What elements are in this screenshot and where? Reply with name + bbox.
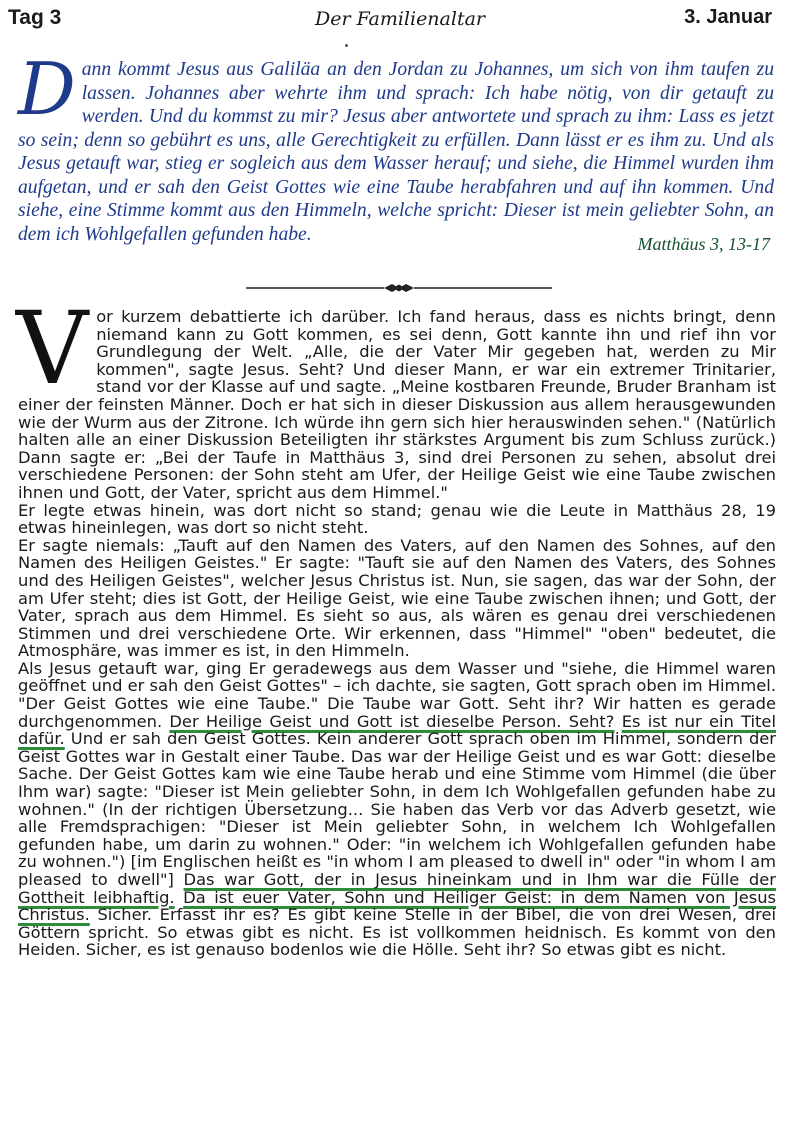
sermon-paragraph-3: Er sagte niemals: „Tauft auf den Namen des Vaters, auf den Namen des Sohnes, auf den Namen des Heiligen Geistes." Er sagte: "Tauft sie auf den Namen des Vaters, des Sohnes und des Heiligen Geistes", welcher Jesus Christus ist. Nun, sie sagen, das war der Sohn, der am Ufer steht; dies ist Gott, der Heilige Geist, wie eine Taube zwischen ihnen; und Gott, der Vater, sprach aus dem Himmel. Es sieht so aus, als wären es genau drei verschiedenen Stimmen und drei verschiedene Orte. Wir erkennen, dass "Himmel" "oben" bedeutet, die Atmosphäre, was immer es ist, in den Himmeln. (18, 535, 776, 661)
sermon-paragraph-1 (16, 290, 776, 502)
sermon-paragraph-4 (18, 660, 776, 959)
sermon-paragraph-2: Er legte etwas hinein, was dort nicht so stand; genau wie die Leute in Matthäus 28, 19 etwas hineinlegen, was dort so nicht steht. (18, 500, 776, 538)
highlighted-phrase-4: Da ist euer Vater, Sohn und Heiliger Geist: in dem Namen von Jesus Christus. (18, 887, 776, 925)
gap-1 (614, 712, 621, 731)
day-label: Tag 3 (8, 6, 62, 29)
page-header (0, 0, 800, 40)
highlighted-phrase-1: Der Heilige Geist und Gott ist dieselbe Person. Seht? (169, 711, 615, 731)
sermon-paragraph-4-text-a: Als Jesus getauft war, ging Er geradewegs aus dem Wasser und "siehe, die Himmel waren geöffnet und er sah den Geist Gottes" – ich dachte, sie sagten, Gott sprach oben im Himmel. "Der Geist Gottes wie eine Taube." Die Taube war Gott. Seht ihr? Wir hatten es gerade durchgenommen. (18, 658, 776, 731)
ornament-divider (246, 281, 552, 295)
sermon-paragraph-1-text: or kurzem debattierte ich darüber. Ich fand heraus, dass es nichts bringt, denn niemand kann zu Gott kommen, es sei denn, Gott kannte ihn und rief ihn vor Grundlegung der Welt. „Alle, die der Vater Mir gegeben hat, werden zu Mir kommen", sagte Jesus. Seht? Und dieser Mann, er war ein extremer Trinitarier, stand vor der Klasse auf und sagte. „Meine kostbaren Freunde, Bruder Branham ist einer der feinsten Männer. Doch er hat sich in dieser Diskussion aus allem herausgewunden wie der Wurm aus der Zitrone. Ich würde ihn gern sich hier herauswinden sehen." (Natürlich halten alle an einer Diskussion Beteiligten ihr stärkstes Argument bis zum Schluss zurück.) Dann sagte er: „Bei der Taufe in Matthäus 3, sind drei Personen zu sehen, absolut drei verschiedene Personen: der Sohn steht am Ufer, der Heilige Geist wie eine Taube zwischen ihnen und Gott, der Vater, spricht aus dem Himmel." (18, 307, 776, 502)
highlighted-phrase-2: Es ist nur ein Titel dafür. (18, 711, 776, 749)
date-label: 3. Januar (684, 6, 772, 28)
sermon-text (16, 290, 776, 960)
sermon-drop-cap: V (16, 290, 89, 407)
header-dot-mark (345, 44, 348, 47)
scripture-text: ann kommt Jesus aus Galiläa an den Jordan zu Johannes, um sich von ihm taufen zu lassen. Johannes aber wehrte ihm und sprach: Ich habe nötig, von dir getauft zu werden. Und du kommst zu mir? Jesus aber antwortete und sprach zu ihm: Lass es jetzt so sein; denn so gebührt es uns, alle Gerechtigkeit zu erfüllen. Dann lässt er es ihm zu. Und als Jesus getauft war, stieg er sogleich aus dem Wasser herauf; und siehe, die Himmel wurden ihm aufgetan, und er sah den Geist Gottes wie eine Taube herabfahren und auf ihn kommen. Und siehe, eine Stimme kommt aus den Himmeln, welche spricht: Dieser ist mein geliebter Sohn, an dem ich Wohlgefallen gefunden habe. (18, 59, 774, 245)
highlighted-phrase-3: Das war Gott, der in Jesus hineinkam und in Ihm war die Fülle der Gottheit leibhaftig. (18, 870, 776, 907)
sermon-paragraph-4-text-b: Und er sah den Geist Gottes. Kein anderer Gott sprach oben im Himmel, sondern der Geist Gottes war in Gestalt einer Taube. Das war der Heilige Geist und es war Gott: dieselbe Sache. Der Geist Gottes kam wie eine Taube herab und eine Stimme vom Himmel (die über Ihm war) sagte: "Dieser ist Mein geliebter Sohn, in dem Ich Wohlgefallen gefunden habe zu wohnen." (In der richtigen Übersetzung... Sie haben das Verb vor das Adverb gesetzt, wie alle Fremdsprachigen: "Dieser ist Mein geliebter Sohn, in welchem Ich Wohlgefallen gefunden habe, um darin zu wohnen." Oder: "in welchem ich Wohlgefallen gefunden habe zu wohnen.") [im Englischen heißt es "in whom I am pleased to dwell in" oder "in whom I am pleased to dwell"] (18, 729, 776, 889)
scripture-reference: Matthäus 3, 13-17 (637, 234, 770, 254)
scripture-passage (18, 47, 774, 246)
gap-2 (175, 888, 184, 907)
scripture-drop-cap: D (18, 47, 76, 131)
sermon-paragraph-4-text-c: Sicher. Erfasst ihr es? Es gibt keine Stelle in der Bibel, die von drei Wesen, drei Göttern spricht. So etwas gibt es nicht. Es ist vollkommen heidnisch. Es kommt von den Heiden. Sicher, es ist genauso bodenlos wie die Hölle. Seht ihr? So etwas gibt es nicht. (18, 905, 776, 960)
book-title: Der Familienaltar (315, 8, 485, 30)
